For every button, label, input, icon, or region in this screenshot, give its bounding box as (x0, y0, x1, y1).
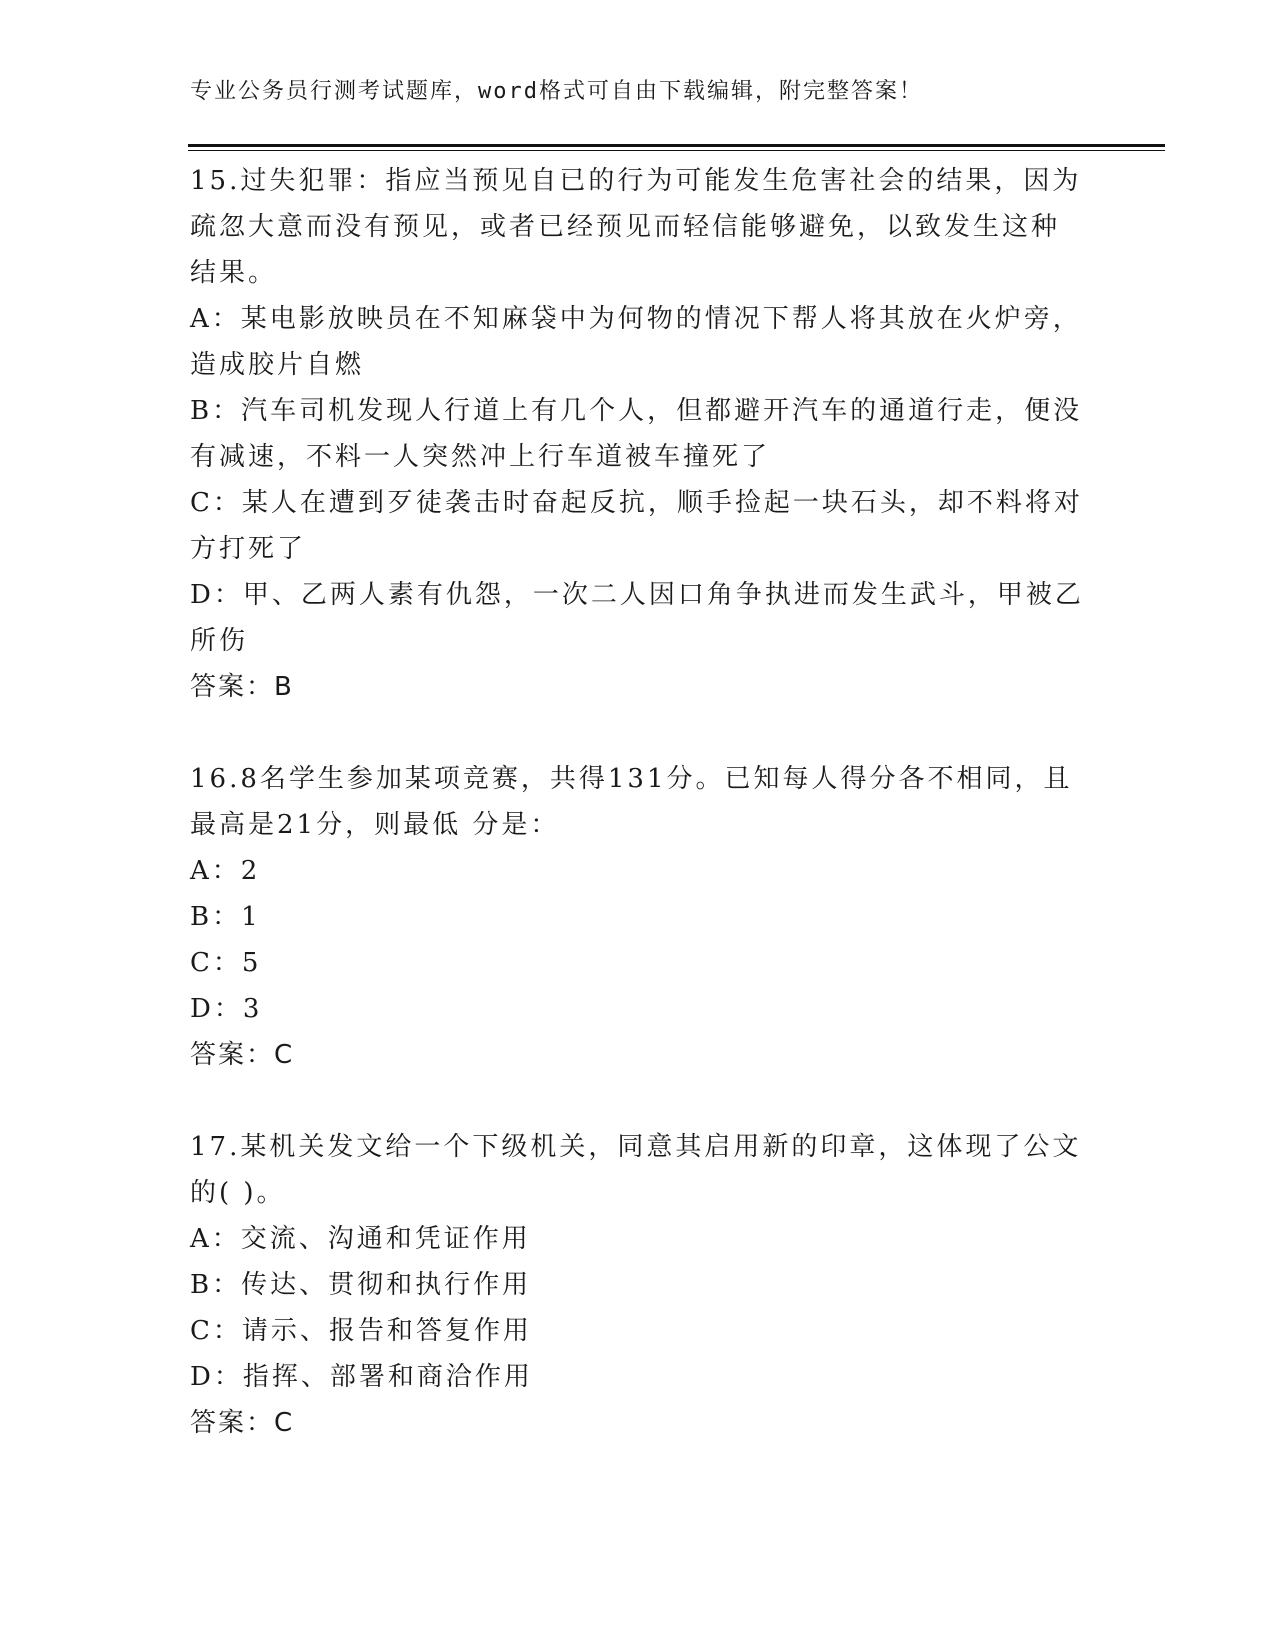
page-header: 专业公务员行测考试题库，word格式可自由下载编辑，附完整答案！ (190, 79, 923, 104)
header-rule-thick (188, 144, 1165, 147)
question-16 (190, 756, 1090, 1078)
question-17 (190, 1124, 1090, 1446)
answer-label: 答案：C (190, 1040, 295, 1070)
question-15 (190, 158, 1090, 710)
question-stem-line: 结果。 (190, 258, 278, 288)
option-d-line: D：指挥、部署和商洽作用 (190, 1362, 533, 1392)
spacer (190, 710, 1090, 756)
answer-label: 答案：C (190, 1408, 295, 1438)
option-a-line: A：2 (190, 856, 261, 886)
question-stem-line: 疏忽大意而没有预见，或者已经预见而轻信能够避免，以致发生这种 (190, 212, 1061, 242)
question-list (190, 158, 1090, 1446)
question-stem-line: 的( )。 (190, 1178, 286, 1208)
spacer (190, 1078, 1090, 1124)
option-a-line: A：某电影放映员在不知麻袋中为何物的情况下帮人将其放在火炉旁， (190, 304, 1082, 334)
option-c-line: C：某人在遭到歹徒袭击时奋起反抗，顺手捡起一块石头，却不料将对 (190, 488, 1083, 518)
option-c-line: 方打死了 (190, 534, 307, 564)
option-d-line: 所伤 (190, 626, 249, 656)
option-b-line: B：1 (190, 902, 261, 932)
option-a-line: 造成胶片自燃 (190, 350, 365, 380)
question-stem-line: 17.某机关发文给一个下级机关，同意其启用新的印章，这体现了公文 (190, 1132, 1082, 1162)
question-stem-line: 最高是21分，则最低 分是： (190, 810, 560, 840)
option-b-line: B：汽车司机发现人行道上有几个人，但都避开汽车的通道行走，便没 (190, 396, 1083, 426)
question-stem-line: 16.8名学生参加某项竞赛，共得131分。已知每人得分各不相同，且 (190, 764, 1073, 794)
option-b-line: B：传达、贯彻和执行作用 (190, 1270, 532, 1300)
option-d-line: D：3 (190, 994, 263, 1024)
answer-label: 答案：B (190, 672, 294, 702)
question-stem-line: 15.过失犯罪：指应当预见自已的行为可能发生危害社会的结果，因为 (190, 166, 1082, 196)
option-d-line: D：甲、乙两人素有仇怨，一次二人因口角争执进而发生武斗，甲被乙 (190, 580, 1084, 610)
option-b-line: 有减速，不料一人突然冲上行车道被车撞死了 (190, 442, 771, 472)
option-c-line: C：5 (190, 948, 262, 978)
option-a-line: A：交流、沟通和凭证作用 (190, 1224, 531, 1254)
header-rule-thin (188, 150, 1165, 151)
option-c-line: C：请示、报告和答复作用 (190, 1316, 532, 1346)
